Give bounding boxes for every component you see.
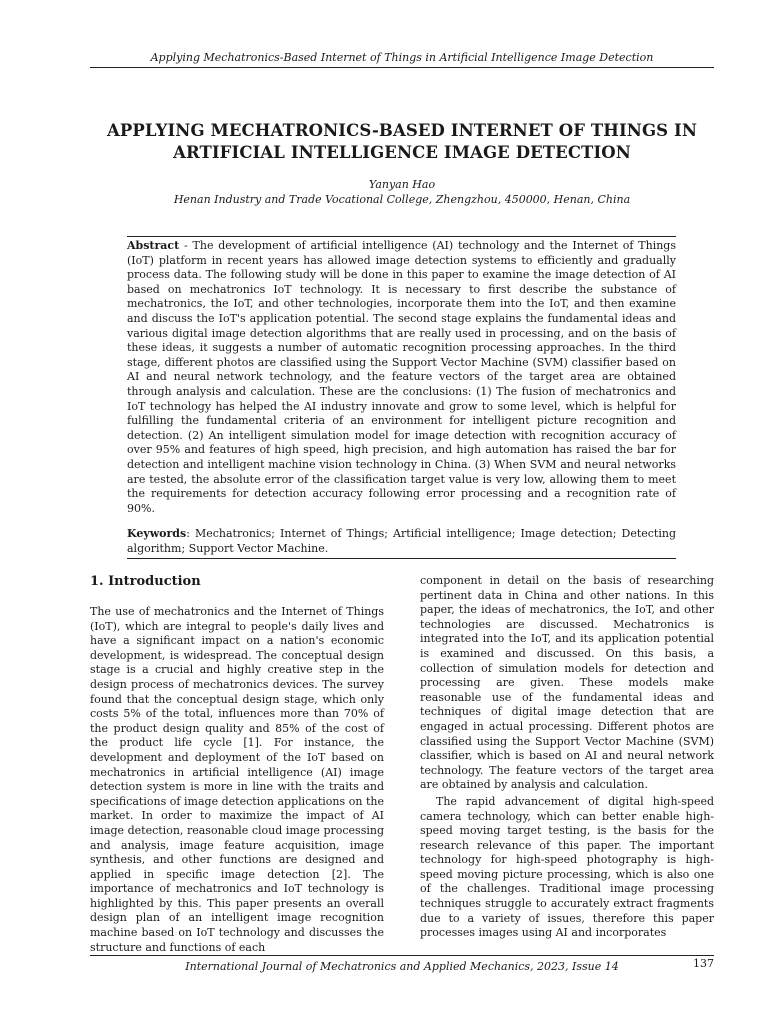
paper-title: APPLYING MECHATRONICS-BASED INTERNET OF THINGS IN ARTIFICIAL INTELLIGENCE IMAGE DETECTION	[107, 121, 697, 162]
body-paragraph: The use of mechatronics and the Internet of Things (IoT), which are integral to people's daily lives and have a significant impact on a nation's economic development, is widespread. The conceptual design stage is a crucial and highly creative step in the design process of mechatronics devices. The survey found that the conceptual design stage, which only costs 5% of the total, influences more than 70% of the product design quality and 85% of the cost of the product life cycle [1]. For instance, the development and deployment of the IoT based on mechatronics in artificial intelligence (AI) image detection system is more in line with the traits and specifications of image detection applications on the market. In order to maximize the impact of AI image detection, reasonable cloud image processing and analysis, image feature acquisition, image synthesis, and other functions are designed and applied in specific image detection [2]. The importance of mechatronics and IoT technology is highlighted by this. This paper presents an overall design plan of an intelligent image recognition machine based on IoT technology and discusses the structure and functions of each	[90, 605, 384, 954]
author-name: Yanyan Hao	[368, 178, 436, 191]
abstract-text: - The development of artificial intelligence (AI) technology and the Internet of Things (IoT) platform in recent years has allowed image detection systems to efficiently and gradually process data. The following study will be done in this paper to examine the image detection of AI based on mechatronics IoT technology. It is necessary to first describe the substance of mechatronics, the IoT, and other technologies, incorporate them into the IoT, and then examine and discuss the IoT's application potential. The second stage explains the fundamental ideas and various digital image detection algorithms that are really used in processing, and on the basis of these ideas, it suggests a number of automatic recognition processing approaches. In the third stage, different photos are classified using the Support Vector Machine (SVM) classifier based on AI and neural network technology, and the feature vectors of the target area are obtained through analysis and calculation. These are the conclusions: (1) The fusion of mechatronics and IoT technology has helped the AI industry innovate and grow to some level, which is helpful for fulfilling the fundamental criteria of an environment for intelligent picture recognition and detection. (2) An intelligent simulation model for image detection with recognition accuracy of over 95% and features of high speed, high precision, and high automation has raised the bar for detection and intelligent machine vision technology in China. (3) When SVM and neural networks are tested, the absolute error of the classification target value is very low, allowing them to meet the requirements for detection accuracy following error processing and a recognition rate of 90%.	[127, 239, 676, 515]
right-column	[420, 574, 714, 941]
abstract-box	[127, 236, 676, 559]
abstract-label: Abstract	[127, 239, 180, 252]
page-number: 137	[693, 957, 714, 970]
body-paragraph: component in detail on the basis of researching pertinent data in China and other nations. In this paper, the ideas of mechatronics, the IoT, and other technologies are discussed. Mechatronics is integrated into the IoT, and its application potential is examined and discussed. On this basis, a collection of simulation models for detection and processing are given. These models make reasonable use of the fundamental ideas and techniques of digital image detection that are engaged in actual processing. Different photos are classified using the Support Vector Machine (SVM) classifier, which is based on AI and neural network technology. The feature vectors of the target area are obtained by analysis and calculation.	[420, 574, 714, 792]
section-heading-introduction: 1. Introduction	[90, 574, 201, 589]
keywords-text: : Mechatronics; Internet of Things; Artificial intelligence; Image detection; Detecting algorithm; Support Vector Machine.	[127, 527, 676, 555]
keywords-paragraph	[127, 527, 676, 558]
body-paragraph: The rapid advancement of digital high-speed camera technology, which can better enable high-speed moving target testing, is the basis for the research relevance of this paper. The important technology for high-speed photography is high-speed moving picture processing, which is also one of the challenges. Traditional image processing techniques struggle to accurately extract fragments due to a variety of issues, therefore this paper processes images using AI and incorporates	[420, 794, 714, 940]
footer-journal-citation: International Journal of Mechatronics and Applied Mechanics, 2023, Issue 14	[185, 960, 619, 973]
running-header: Applying Mechatronics-Based Internet of Things in Artificial Intelligence Image Detection	[150, 51, 654, 64]
author-affiliation: Henan Industry and Trade Vocational College, Zhengzhou, 450000, Henan, China	[173, 193, 631, 206]
left-column	[90, 570, 384, 955]
header-divider	[90, 67, 714, 68]
keywords-label: Keywords	[127, 527, 187, 541]
footer-divider	[90, 955, 714, 956]
abstract-paragraph	[127, 237, 676, 516]
